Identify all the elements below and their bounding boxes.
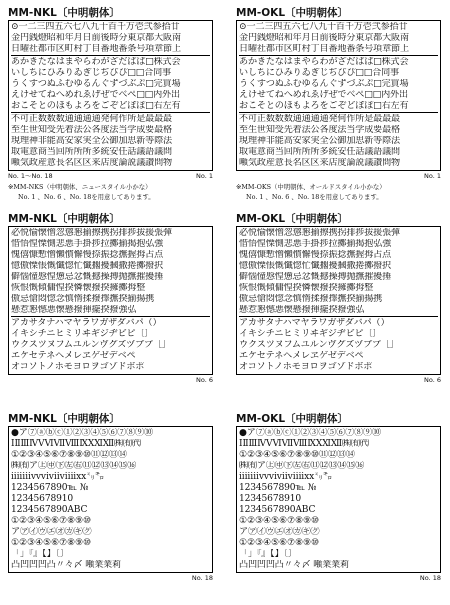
glyph-row: 憶傲慄悵慨懺惚忙懺擱擾摑撒捲擲撥択 <box>11 261 164 271</box>
glyph-row: 僻惱憧慇惶憊忌忿慨撼操搏抛撫摧擾捶 <box>239 272 392 282</box>
glyph-row: 日曜社都市区町村丁目番地番条号項章節上 <box>239 44 438 56</box>
glyph-row: あかきたなはまやらわがざだばぱ□株式会 <box>11 57 181 67</box>
glyph-row: ウクスツヌフムユルンヴグズヅブプ［］ <box>239 340 399 350</box>
variant-note <box>8 182 213 202</box>
glyph-row: エケセテネヘメレヱゲゼデベペ <box>11 351 136 361</box>
glyph-row: 至生世知受先着法公各度法当学成要最格 <box>239 125 400 135</box>
glyph-row: 現理神非能高安家実全公御加思新等際法 <box>11 136 172 146</box>
glyph-row: 恢恨慨傾傭惶揆憐懐撥揆擁擲拇整 <box>11 283 146 293</box>
glyph-row: 「」『』【】〔〕 <box>239 549 297 559</box>
panel-title: MM-NKL〔中明朝体〕 <box>8 213 120 225</box>
glyph-row: ⅰⅱⅲⅳⅴⅵⅶⅷⅸⅹ㍉㌔ <box>11 472 105 482</box>
glyph-row: ●ア⑦ⓐⓑⓒ①②③④⑤⑥⑦⑧⑨⑩ <box>239 428 381 438</box>
glyph-row: 惜悟惶慄惻悲悪手掛捗拉擲揃揭抱弘強 <box>11 239 164 249</box>
panel-footer <box>236 574 441 583</box>
glyph-row: ●ア⑦ⓐⓑⓒ①②③④⑤⑥⑦⑧⑨⑩ <box>11 428 153 438</box>
glyph-row: 必悦愉懐憎忽懲懇揃擦携拐排捗拔援張彈 <box>11 228 172 238</box>
glyph-row: ①②③④⑤⑥⑦⑧⑨⑩ <box>239 538 320 548</box>
glyph-row: 金円銭燈昭和年月日前後時分東京都大阪南 <box>239 33 409 43</box>
glyph-row: ⊙一二三四五六七八九十百千万壱弐参拾廿 <box>239 22 408 32</box>
glyph-sample-box <box>8 426 213 573</box>
glyph-row: ①②③④⑤⑥⑦⑧⑨⑩⑪⑫⑬⑭ <box>11 450 127 460</box>
glyph-row: ア㋐㋑㋒㋓㋔㋕㋖㋗ <box>239 527 320 537</box>
glyph-sample-box <box>236 20 441 171</box>
glyph-row: 12345678910 <box>239 494 301 504</box>
variant-note <box>236 182 441 202</box>
glyph-row: 1234567890℡ № <box>239 483 317 493</box>
sample-number: No. 6 <box>424 376 441 384</box>
glyph-row: 1234567890ABC <box>11 505 88 515</box>
glyph-row: 至生世知受先着法公各度法当学成要最格 <box>11 125 172 135</box>
glyph-row: 不可正数数数通通通通発何作所是最最最 <box>239 114 400 124</box>
glyph-row: オコソトノホモヨロヲゴゾドボポ <box>239 362 373 372</box>
glyph-row: 愧僖慷慙憎懶慣懈慢捺振捻撫握拇占点 <box>11 250 164 260</box>
glyph-row: うくすつぬふむゆるんぐずづぶぷ□完買場 <box>239 79 409 89</box>
glyph-row: イキシチニヒミリヰギジヂビピ〔〕 <box>239 329 382 339</box>
glyph-row: 必悦愉懐憎忽懲懇揃擦携拐排捗拔援張彈 <box>239 228 400 238</box>
panel-title: MM-NKL〔中明朝体〕 <box>8 413 120 425</box>
panel-title: MM-OKL〔中明朝体〕 <box>236 213 349 225</box>
glyph-row: えけせてねへめれゑげぜでべぺ□□内外出 <box>11 90 180 100</box>
font-sample-panel-okl-no18 <box>236 412 441 583</box>
glyph-row: いしちにひみりゐぎじぢびぴ□□合同事 <box>239 68 399 78</box>
note-line: ※MM-OKS（中明朝体、オールドスタイル小かな） <box>236 183 386 191</box>
font-sample-panel-nkl-no1 <box>8 6 213 202</box>
sample-number: No. 18 <box>419 574 441 582</box>
glyph-row: 噸気政産意長名区区来店度論説議讃問物 <box>239 158 400 168</box>
glyph-row: イキシチニヒミリヰギジヂビピ〔〕 <box>11 329 154 339</box>
glyph-row: うくすつぬふむゆるんぐずづぶぷ□完買場 <box>11 79 181 89</box>
glyph-row: 噸気政産意長名区区来店度論説議讃問物 <box>11 158 172 168</box>
glyph-row: 傲忌愴悶惚念慎惰揉撥擇撫揆揃揚携 <box>239 294 383 304</box>
glyph-row: 懸惹懇憾悪懐懸撥揮擺揆撥強弘 <box>239 305 438 317</box>
font-sample-panel-nkl-no6 <box>8 212 213 385</box>
glyph-row: 「」『』【】〔〕 <box>11 549 69 559</box>
glyph-row: いしちにひみりゐぎじぢびぴ□□合同事 <box>11 68 171 78</box>
glyph-row: ①②③④⑤⑥⑦⑧⑨⑩⑪⑫⑬⑭ <box>239 450 355 460</box>
sample-number: No. 6 <box>196 376 213 384</box>
glyph-sample-box <box>8 226 213 375</box>
panel-title: MM-OKL〔中明朝体〕 <box>236 7 349 19</box>
glyph-row: ⊙一二三四五六七八九十百千万壱弐参拾廿 <box>11 22 180 32</box>
font-sample-panel-nkl-no18 <box>8 412 213 583</box>
glyph-row: 懸惹懇憾悪懐懸撥揮擺揆撥強弘 <box>11 305 210 317</box>
panel-footer <box>8 376 213 385</box>
glyph-row: おこそとのほもよろをごぞどぼぽ□右左有 <box>239 101 438 113</box>
glyph-row: ①②③④⑤⑥⑦⑧⑨⑩ <box>11 538 92 548</box>
glyph-row: ウクスツヌフムユルンヴグズヅブプ［］ <box>11 340 171 350</box>
glyph-row: 1234567890℡ № <box>11 483 89 493</box>
glyph-row: ㈱㈲ア㊤㊥㊦㊧㊨⑪⑫⑬⑭⑮⑯ <box>239 461 365 471</box>
sample-number: No. 18 <box>191 574 213 582</box>
glyph-sample-box <box>236 426 441 573</box>
panel-footer <box>236 172 441 181</box>
glyph-row: 現理神非能高安家実全公御加思新等際法 <box>239 136 400 146</box>
glyph-row: アカサタナハマヤラワガザダバパ（） <box>239 318 390 328</box>
note-line: No. 1 、No. 6 、No. 18を用意してあります。 <box>18 193 155 201</box>
glyph-row: 日曜社都市区町村丁目番地番条号項章節上 <box>11 44 210 56</box>
panel-footer <box>8 172 213 181</box>
glyph-row: 愧僖慷慙憎懶慣懈慢捺振捻撫握拇占点 <box>239 250 392 260</box>
range-label: No. 1～No. 18 <box>8 172 53 180</box>
glyph-sample-box <box>8 20 213 171</box>
glyph-row: 惜悟惶慄惻悲悪手掛捗拉擲揃揭抱弘強 <box>239 239 392 249</box>
panel-title: MM-NKL〔中明朝体〕 <box>8 7 120 19</box>
glyph-row: 凸凹凹凹凸〃々〆 噸業業莉 <box>239 560 350 570</box>
font-sample-panel-okl-no6 <box>236 212 441 385</box>
glyph-row: ⅠⅡⅢⅣⅤⅥⅦⅧⅨⅩⅪⅫ㈱㈲㈹ <box>239 439 369 449</box>
sample-number: No. 1 <box>424 172 441 180</box>
glyph-row: 憶傲慄悵慨懺惚忙懺擱擾摑撒捲擲撥択 <box>239 261 392 271</box>
glyph-row: 取電意商当回所所所多統安任話議語議問 <box>11 147 172 157</box>
glyph-row: ⅠⅡⅢⅣⅤⅥⅦⅧⅨⅩⅪⅫ㈱㈲㈹ <box>11 439 141 449</box>
glyph-row: ①②③④⑤⑥⑦⑧⑨⑩ <box>239 516 320 526</box>
glyph-row: あかきたなはまやらわがざだばぱ□株式会 <box>239 57 409 67</box>
glyph-row: ㈱㈲ア㊤㊥㊦㊧㊨⑪⑫⑬⑭⑮⑯ <box>11 461 137 471</box>
sample-number: No. 1 <box>196 172 213 180</box>
glyph-row: エケセテネヘメレヱゲゼデベペ <box>239 351 364 361</box>
glyph-row: 不可正数数数通通通通発何作所是最最最 <box>11 114 172 124</box>
glyph-row: ⅰⅱⅲⅳⅴⅵⅶⅷⅸⅹ㍉㌔ <box>239 472 333 482</box>
panel-footer <box>8 574 213 583</box>
glyph-row: 傲忌愴悶惚念慎惰揉撥擇撫揆揃揚携 <box>11 294 155 304</box>
glyph-row: 1234567890ABC <box>239 505 316 515</box>
glyph-row: アカサタナハマヤラワガザダバパ（） <box>11 318 162 328</box>
font-sample-panel-okl-no1 <box>236 6 441 202</box>
glyph-row: 僻惱憧慇惶憊忌忿慨撼操搏抛撫摧擾捶 <box>11 272 164 282</box>
glyph-row: 12345678910 <box>11 494 73 504</box>
glyph-row: おこそとのほもよろをごぞどぼぽ□右左有 <box>11 101 210 113</box>
panel-title: MM-OKL〔中明朝体〕 <box>236 413 349 425</box>
glyph-row: ア㋐㋑㋒㋓㋔㋕㋖㋗ <box>11 527 92 537</box>
note-line: ※MM-NKS（中明朝体、ニュースタイル小かな） <box>8 183 152 191</box>
panel-footer <box>236 376 441 385</box>
glyph-row: ①②③④⑤⑥⑦⑧⑨⑩ <box>11 516 92 526</box>
glyph-row: えけせてねへめれゑげぜでべぺ□□内外出 <box>239 90 408 100</box>
glyph-row: オコソトノホモヨロヲゴゾドボポ <box>11 362 145 372</box>
note-line: No. 1 、No. 6 、No. 18を用意してあります。 <box>246 193 383 201</box>
glyph-sample-box <box>236 226 441 375</box>
glyph-row: 取電意商当回所所所多統安任話議語議問 <box>239 147 400 157</box>
glyph-row: 恢恨慨傾傭惶揆憐懐撥揆擁擲拇整 <box>239 283 374 293</box>
glyph-row: 凸凹凹凹凸〃々〆 噸業業莉 <box>11 560 122 570</box>
glyph-row: 金円銭燈昭和年月日前後時分東京都大阪南 <box>11 33 181 43</box>
